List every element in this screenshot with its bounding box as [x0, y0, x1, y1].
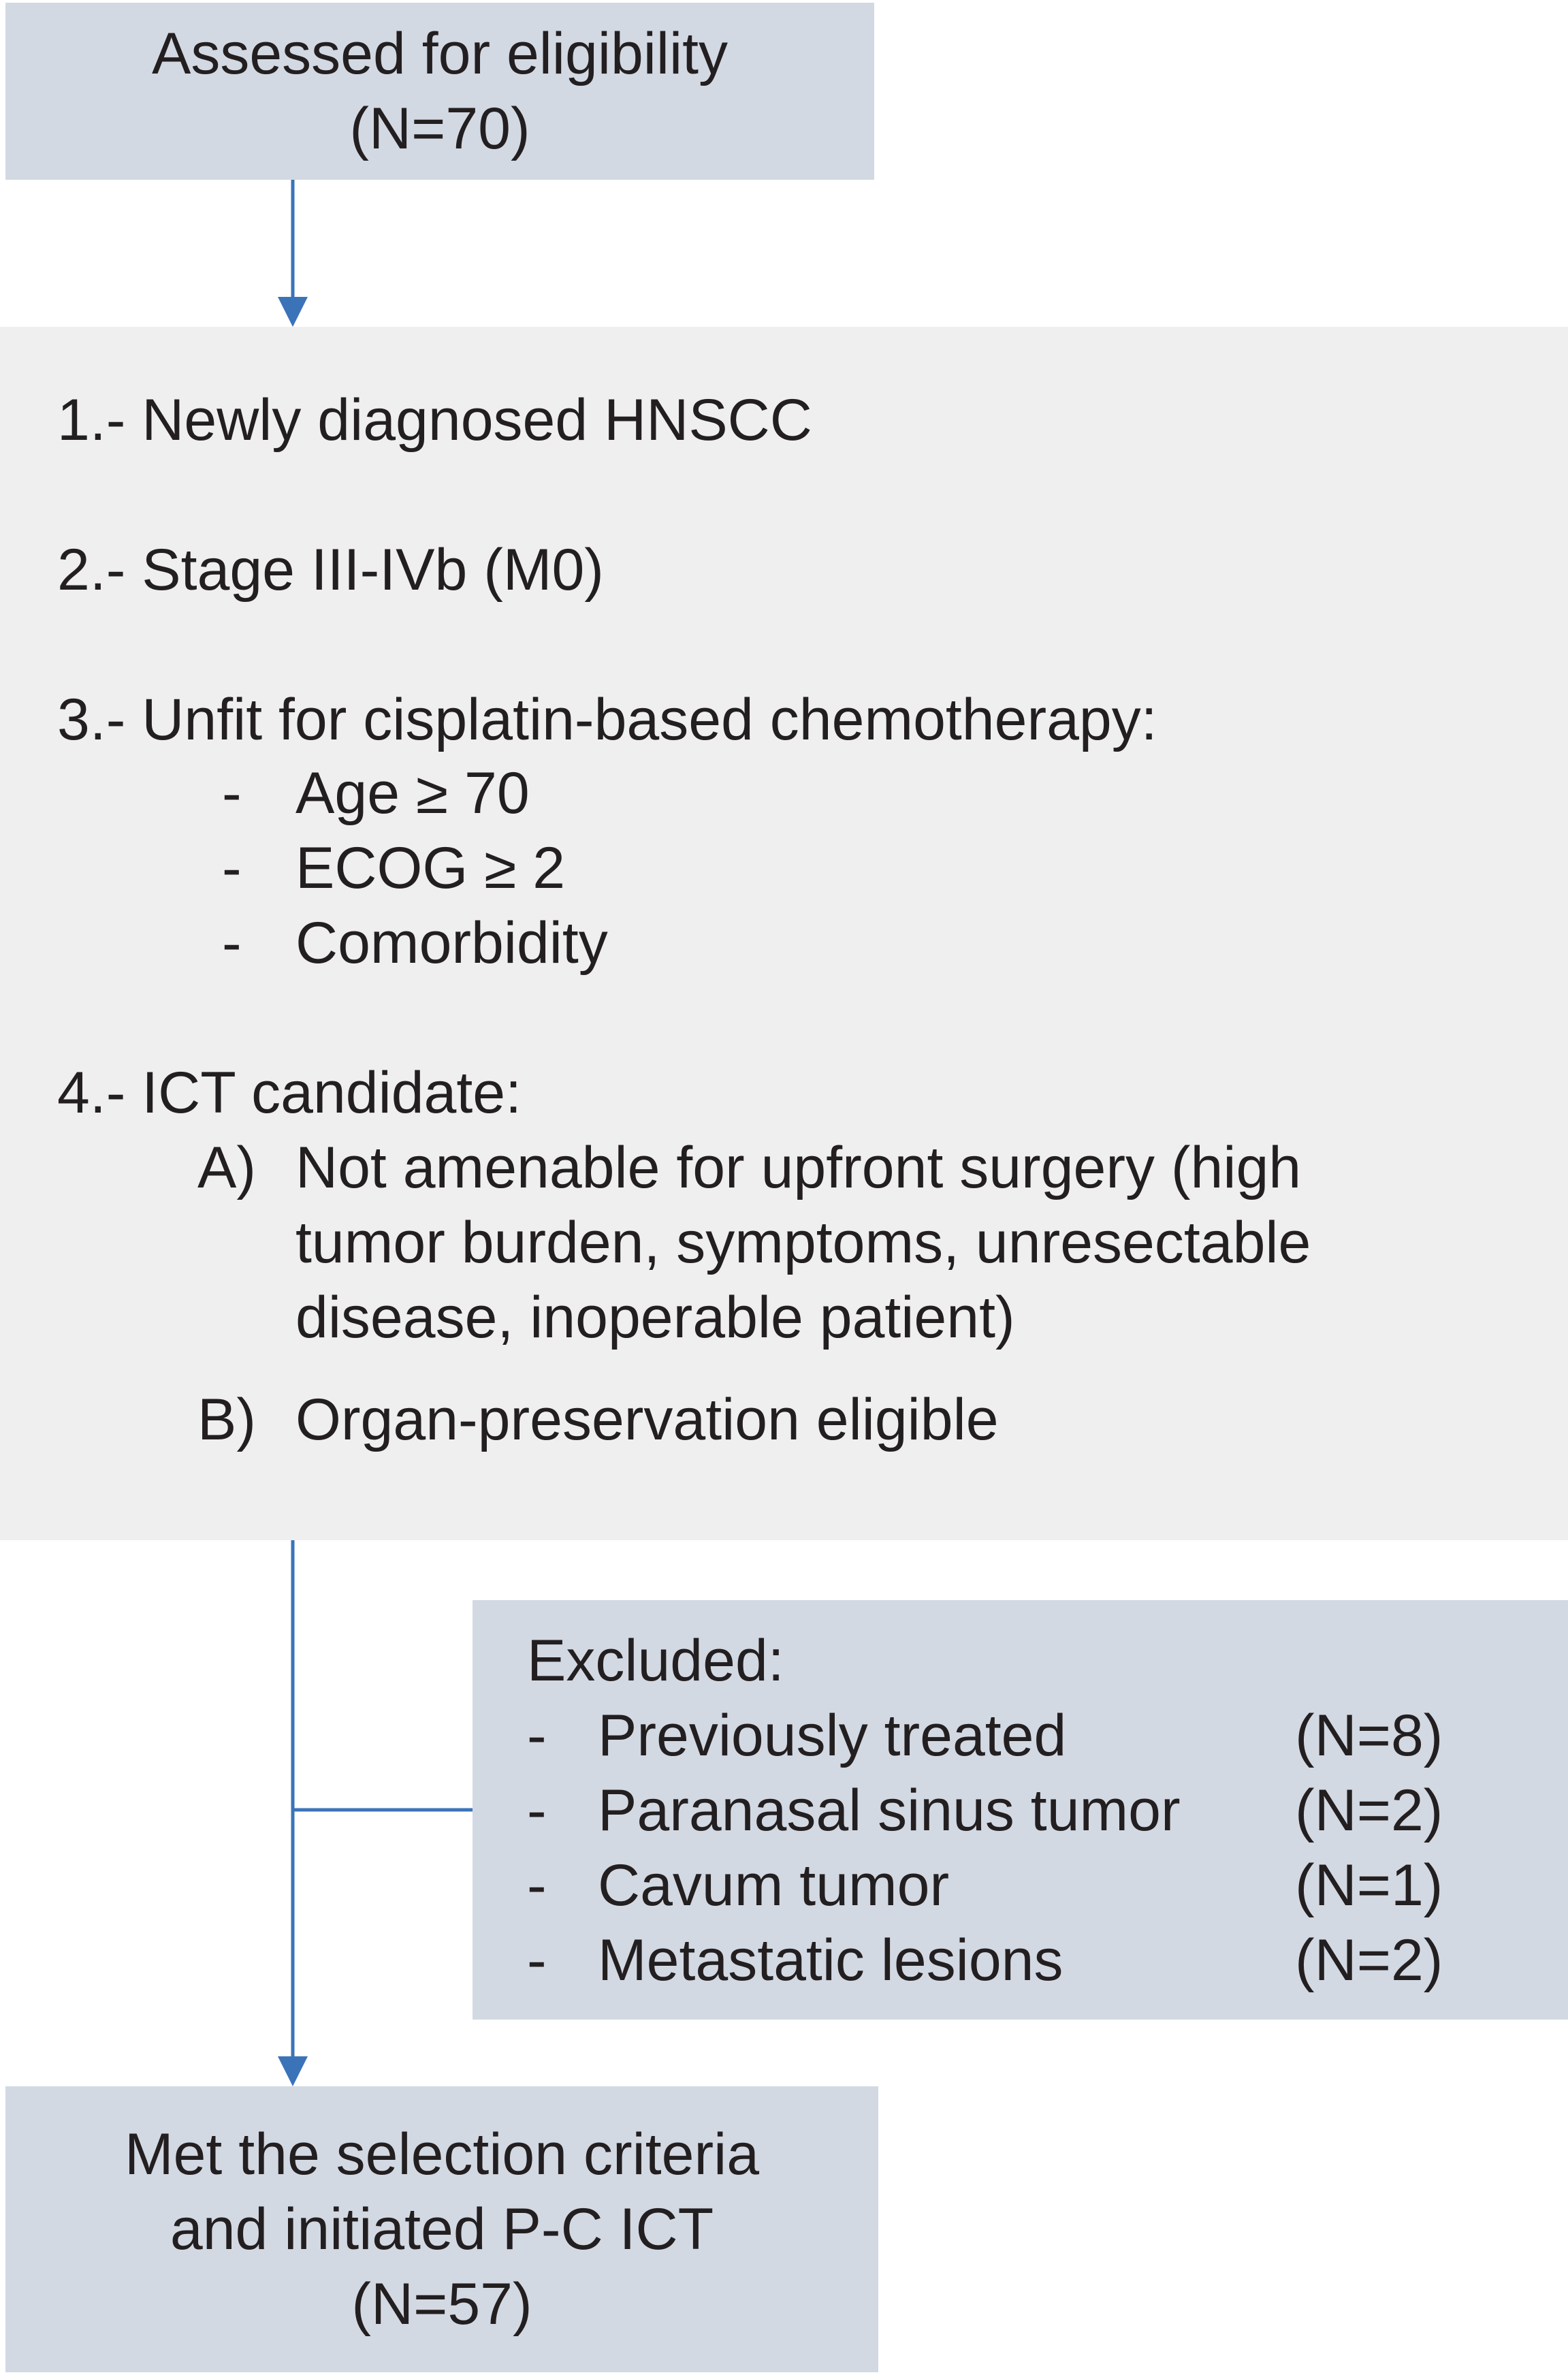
excluded-box [473, 1600, 1568, 2020]
arrow-bottom-head [278, 2056, 308, 2086]
criterion-3-bullet-age: Age ≥ 70 [295, 761, 530, 826]
criterion-3-bullet-marker: - [222, 910, 242, 976]
criterion-4-a-line: tumor burden, symptoms, unresectable [295, 1210, 1311, 1275]
criterion-3-bullet-ecog: ECOG ≥ 2 [295, 835, 566, 901]
criterion-3-bullet-marker: - [222, 835, 242, 901]
criterion-4-marker-a: A) [197, 1135, 256, 1200]
excluded-row-count: (N=1) [1295, 1853, 1443, 1918]
excluded-row-marker: - [527, 1778, 547, 1843]
assessed-count: (N=70) [349, 96, 530, 161]
excluded-row-count: (N=2) [1295, 1928, 1443, 1993]
excluded-heading: Excluded: [527, 1628, 784, 1693]
excluded-row-marker: - [527, 1928, 547, 1993]
criterion-4-a-line: Not amenable for upfront surgery (high [295, 1135, 1302, 1200]
excluded-row-label: Metastatic lesions [598, 1928, 1063, 1993]
assessed-box [5, 3, 874, 180]
criterion-4-marker-b: B) [197, 1387, 256, 1452]
criterion-4-heading: 4.- ICT candidate: [57, 1060, 522, 1126]
excluded-row-marker: - [527, 1703, 547, 1768]
criterion-3-bullet-marker: - [222, 761, 242, 826]
criterion-4-b-text: Organ-preservation eligible [295, 1387, 999, 1452]
selected-label-line: Met the selection criteria [124, 2122, 760, 2187]
selected-box [5, 2086, 878, 2372]
assessed-label: Assessed for eligibility [151, 21, 729, 86]
criterion-2: 2.- Stage III-IVb (M0) [57, 537, 604, 603]
criterion-1: 1.- Newly diagnosed HNSCC [57, 387, 812, 453]
excluded-row-label: Previously treated [598, 1703, 1067, 1768]
excluded-row-count: (N=2) [1295, 1778, 1443, 1843]
excluded-row-marker: - [527, 1853, 547, 1918]
criterion-3-bullet-comorbidity: Comorbidity [295, 910, 608, 976]
selected-label-line: and initiated P-C ICT [170, 2197, 714, 2262]
criterion-3-heading: 3.- Unfit for cisplatin-based chemotherapy: [57, 687, 1157, 752]
selected-count: (N=57) [351, 2272, 532, 2337]
criteria-box [0, 327, 1568, 1540]
arrow-top-head [278, 297, 308, 327]
criterion-4-a-line: disease, inoperable patient) [295, 1285, 1015, 1350]
excluded-row-label: Paranasal sinus tumor [598, 1778, 1181, 1843]
excluded-row-label: Cavum tumor [598, 1853, 950, 1918]
excluded-row-count: (N=8) [1295, 1703, 1443, 1768]
